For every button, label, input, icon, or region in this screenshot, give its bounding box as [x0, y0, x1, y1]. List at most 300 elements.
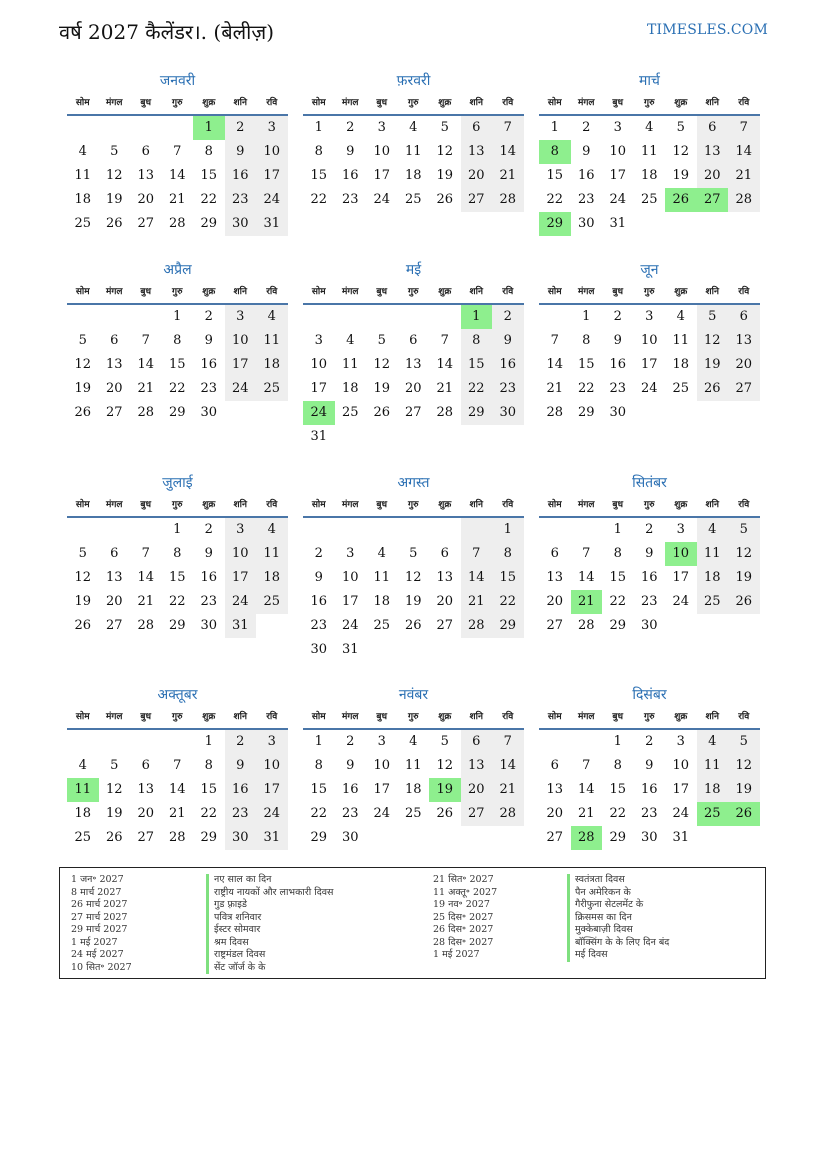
day-cell: 16 [310, 594, 328, 609]
weekday-label: सोम [311, 500, 326, 510]
day-cell: 3 [676, 734, 685, 749]
weekday-label: रवि [502, 287, 514, 297]
weekday-label: बुध [376, 287, 388, 297]
day-cell: 13 [105, 357, 123, 372]
day-cell: 9 [204, 333, 213, 348]
day-cell: 19 [74, 381, 92, 396]
empty-day-cell [225, 401, 257, 425]
weekday-label: सोम [75, 500, 90, 510]
empty-day-cell [429, 305, 461, 329]
day-cell: 12 [672, 144, 690, 159]
month-calendar [303, 70, 524, 212]
day-cell: 22 [200, 192, 218, 207]
day-cell: 2 [645, 734, 654, 749]
weekday-label: सोम [75, 712, 90, 722]
day-grid [539, 305, 760, 425]
day-cell: 4 [645, 120, 654, 135]
day-cell: 10 [672, 758, 690, 773]
day-cell: 23 [225, 188, 257, 212]
holiday-name: राष्ट्रीय नायकों और लाभकारी दिवस [206, 887, 333, 900]
day-grid [303, 518, 524, 662]
day-cell: 28 [492, 802, 524, 826]
empty-day-cell [398, 425, 430, 449]
empty-day-cell [67, 116, 99, 140]
day-cell: 18 [404, 168, 422, 183]
day-cell: 21 [461, 590, 493, 614]
empty-day-cell [461, 518, 493, 542]
day-cell: 5 [78, 546, 87, 561]
weekday-label: सोम [547, 98, 562, 108]
weekday-label: बुध [140, 287, 152, 297]
month-calendar [67, 70, 288, 236]
day-cell: 28 [168, 216, 186, 231]
day-cell: 22 [577, 381, 595, 396]
day-cell: 27 [461, 802, 493, 826]
empty-day-cell [366, 518, 398, 542]
day-cell: 13 [546, 570, 564, 585]
day-cell: 20 [137, 806, 155, 821]
empty-day-cell [398, 638, 430, 662]
weekday-header [67, 494, 288, 518]
day-cell: 2 [645, 522, 654, 537]
day-cell: 15 [609, 782, 627, 797]
day-cell: 7 [461, 542, 493, 566]
weekday-label: गुरु [172, 98, 183, 108]
weekday-label: रवि [266, 712, 278, 722]
empty-day-cell [335, 425, 367, 449]
empty-day-cell [256, 614, 288, 638]
day-cell: 13 [404, 357, 422, 372]
weekday-label: मंगल [105, 712, 123, 722]
day-cell: 16 [341, 782, 359, 797]
day-cell: 12 [74, 357, 92, 372]
weekday-label: सोम [547, 712, 562, 722]
day-cell: 17 [341, 594, 359, 609]
day-cell: 14 [168, 782, 186, 797]
day-cell: 8 [314, 144, 323, 159]
holiday-names-col-1 [206, 874, 333, 974]
day-grid [67, 305, 288, 425]
holiday-name: मई दिवस [567, 949, 669, 962]
weekday-label: बुध [140, 712, 152, 722]
day-cell: 8 [613, 546, 622, 561]
day-cell: 16 [640, 570, 658, 585]
day-cell: 27 [404, 405, 422, 420]
day-cell: 29 [200, 216, 218, 231]
day-cell: 23 [341, 192, 359, 207]
weekday-header [303, 494, 524, 518]
day-cell: 26 [436, 192, 454, 207]
day-cell: 30 [225, 212, 257, 236]
day-cell: 28 [137, 618, 155, 633]
empty-day-cell [67, 730, 99, 754]
day-cell: 2 [225, 730, 257, 754]
month-name: अगस्त [397, 475, 430, 491]
holiday-name: मुक्केबाज़ी दिवस [567, 924, 669, 937]
day-cell: 7 [582, 758, 591, 773]
holiday-name: पवित्र शनिवार [206, 912, 333, 925]
day-cell: 19 [728, 566, 760, 590]
weekday-label: सोम [311, 98, 326, 108]
day-cell: 22 [609, 594, 627, 609]
day-cell: 30 [200, 405, 218, 420]
month-calendar [303, 472, 524, 662]
day-cell: 2 [346, 734, 355, 749]
weekday-label: सोम [311, 287, 326, 297]
day-cell: 17 [256, 164, 288, 188]
day-cell: 5 [440, 734, 449, 749]
holiday-name: नए साल का दिन [206, 874, 333, 887]
day-cell: 6 [461, 730, 493, 754]
day-cell: 30 [341, 830, 359, 845]
empty-day-cell [539, 730, 571, 754]
empty-day-cell [429, 518, 461, 542]
day-cell: 29 [168, 405, 186, 420]
empty-day-cell [697, 212, 729, 236]
day-grid [539, 730, 760, 850]
day-cell: 3 [256, 730, 288, 754]
day-cell: 12 [697, 329, 729, 353]
weekday-label: शुक्र [674, 500, 688, 510]
weekday-label: गुरु [408, 500, 419, 510]
day-cell: 4 [256, 305, 288, 329]
day-cell: 18 [256, 353, 288, 377]
holiday-name: क्रिसमस का दिन [567, 912, 669, 925]
day-cell: 5 [110, 758, 119, 773]
weekday-label: बुध [612, 712, 624, 722]
day-cell: 18 [256, 566, 288, 590]
empty-day-cell [366, 826, 398, 850]
day-cell: 25 [404, 806, 422, 821]
weekday-label: गुरु [172, 712, 183, 722]
day-cell: 2 [613, 309, 622, 324]
day-cell: 8 [173, 333, 182, 348]
day-cell: 7 [141, 546, 150, 561]
weekday-header [539, 281, 760, 305]
empty-day-cell [398, 518, 430, 542]
holiday-date: 26 मार्च 2027 [71, 899, 128, 910]
empty-day-cell [461, 425, 493, 449]
weekday-header [67, 92, 288, 116]
day-cell: 20 [546, 806, 564, 821]
day-cell: 12 [373, 357, 391, 372]
day-cell: 3 [645, 309, 654, 324]
weekday-label: बुध [140, 98, 152, 108]
month-name: जून [640, 262, 659, 278]
day-cell: 2 [492, 305, 524, 329]
day-cell: 19 [429, 778, 461, 802]
month-name: सितंबर [632, 475, 667, 491]
day-cell: 23 [640, 806, 658, 821]
weekday-label: रवि [502, 98, 514, 108]
day-cell: 31 [310, 429, 328, 444]
weekday-label: शनि [469, 500, 483, 510]
weekday-label: शनि [705, 500, 719, 510]
day-cell: 11 [74, 168, 92, 183]
day-cell: 8 [582, 333, 591, 348]
weekday-header [539, 494, 760, 518]
empty-day-cell [366, 638, 398, 662]
day-cell: 18 [640, 168, 658, 183]
weekday-label: रवि [738, 500, 750, 510]
day-cell: 8 [314, 758, 323, 773]
empty-day-cell [130, 730, 162, 754]
day-cell: 26 [74, 405, 92, 420]
day-cell: 25 [256, 590, 288, 614]
holiday-dates-col-1 [71, 874, 132, 974]
day-cell: 7 [492, 730, 524, 754]
weekday-label: मंगल [341, 98, 359, 108]
weekday-label: बुध [376, 712, 388, 722]
day-cell: 14 [492, 140, 524, 164]
day-cell: 1 [582, 309, 591, 324]
day-cell: 4 [697, 730, 729, 754]
weekday-label: शनि [705, 287, 719, 297]
day-cell: 20 [404, 381, 422, 396]
day-cell: 11 [67, 778, 99, 802]
weekday-label: रवि [738, 98, 750, 108]
day-grid [67, 518, 288, 638]
empty-day-cell [697, 826, 729, 850]
day-cell: 25 [672, 381, 690, 396]
empty-day-cell [728, 401, 760, 425]
day-cell: 27 [697, 188, 729, 212]
holiday-dates-col-2 [433, 874, 497, 962]
empty-day-cell [665, 614, 697, 638]
day-cell: 10 [310, 357, 328, 372]
day-cell: 10 [341, 570, 359, 585]
day-cell: 21 [492, 164, 524, 188]
day-cell: 10 [256, 754, 288, 778]
day-cell: 13 [436, 570, 454, 585]
day-cell: 1 [193, 116, 225, 140]
day-cell: 12 [436, 144, 454, 159]
day-cell: 16 [492, 353, 524, 377]
day-cell: 24 [672, 594, 690, 609]
weekday-header [67, 281, 288, 305]
day-cell: 25 [697, 802, 729, 826]
month-calendar [67, 259, 288, 425]
holiday-date: 21 सित॰ 2027 [433, 874, 494, 885]
empty-day-cell [130, 305, 162, 329]
day-cell: 3 [314, 333, 323, 348]
weekday-label: सोम [75, 98, 90, 108]
day-cell: 13 [461, 140, 493, 164]
empty-day-cell [429, 638, 461, 662]
weekday-label: शनि [469, 287, 483, 297]
day-cell: 25 [341, 405, 359, 420]
day-cell: 13 [137, 168, 155, 183]
day-cell: 25 [697, 590, 729, 614]
day-cell: 24 [609, 192, 627, 207]
day-cell: 6 [550, 546, 559, 561]
day-cell: 1 [173, 309, 182, 324]
day-cell: 24 [256, 188, 288, 212]
day-cell: 17 [225, 353, 257, 377]
holiday-name: पैन अमेरिकन के [567, 887, 669, 900]
day-cell: 28 [436, 405, 454, 420]
day-cell: 11 [697, 754, 729, 778]
day-cell: 5 [377, 333, 386, 348]
weekday-label: सोम [311, 712, 326, 722]
day-grid [303, 116, 524, 212]
day-cell: 9 [582, 144, 591, 159]
day-cell: 20 [436, 594, 454, 609]
empty-day-cell [539, 518, 571, 542]
weekday-label: रवि [266, 500, 278, 510]
day-cell: 2 [204, 522, 213, 537]
day-cell: 14 [577, 570, 595, 585]
month-name: नवंबर [398, 687, 429, 703]
empty-day-cell [130, 116, 162, 140]
day-cell: 5 [676, 120, 685, 135]
day-cell: 22 [168, 381, 186, 396]
day-cell: 5 [78, 333, 87, 348]
day-cell: 8 [613, 758, 622, 773]
day-cell: 14 [546, 357, 564, 372]
day-cell: 15 [310, 782, 328, 797]
day-cell: 11 [404, 144, 422, 159]
empty-day-cell [366, 305, 398, 329]
day-cell: 16 [200, 357, 218, 372]
month-name: मई [405, 262, 422, 278]
day-cell: 17 [256, 778, 288, 802]
weekday-header [303, 92, 524, 116]
day-cell: 21 [137, 594, 155, 609]
day-cell: 10 [256, 140, 288, 164]
day-cell: 6 [550, 758, 559, 773]
day-cell: 12 [404, 570, 422, 585]
day-cell: 14 [436, 357, 454, 372]
weekday-label: मंगल [577, 98, 595, 108]
holiday-name: सेंट जॉर्ज के के [206, 962, 333, 975]
day-cell: 9 [346, 758, 355, 773]
day-cell: 4 [377, 546, 386, 561]
day-cell: 26 [697, 377, 729, 401]
day-cell: 3 [256, 116, 288, 140]
day-cell: 1 [550, 120, 559, 135]
empty-day-cell [366, 425, 398, 449]
day-cell: 30 [310, 642, 328, 657]
day-cell: 3 [613, 120, 622, 135]
month-name: अक्तूबर [157, 687, 198, 703]
page-title: वर्ष 2027 कैलेंडर।. (बेलीज़) [59, 20, 274, 44]
day-cell: 26 [373, 405, 391, 420]
month-calendar [67, 472, 288, 638]
day-grid [303, 305, 524, 449]
holiday-date: 11 अक्तू॰ 2027 [433, 886, 498, 898]
day-cell: 27 [105, 405, 123, 420]
day-cell: 24 [373, 806, 391, 821]
weekday-header [67, 706, 288, 730]
empty-day-cell [130, 518, 162, 542]
day-cell: 9 [204, 546, 213, 561]
day-cell: 26 [728, 590, 760, 614]
day-cell: 2 [582, 120, 591, 135]
day-cell: 28 [461, 614, 493, 638]
weekday-label: मंगल [341, 712, 359, 722]
weekday-label: शुक्र [202, 98, 216, 108]
holiday-date: 10 सित॰ 2027 [71, 961, 132, 973]
day-grid [539, 518, 760, 638]
holiday-date: 29 मार्च 2027 [71, 924, 128, 935]
day-cell: 21 [571, 590, 603, 614]
empty-day-cell [303, 518, 335, 542]
day-cell: 8 [204, 758, 213, 773]
weekday-label: गुरु [644, 500, 655, 510]
day-cell: 14 [137, 357, 155, 372]
day-cell: 21 [168, 806, 186, 821]
day-cell: 26 [74, 618, 92, 633]
day-cell: 21 [137, 381, 155, 396]
weekday-label: मंगल [105, 98, 123, 108]
day-cell: 16 [341, 168, 359, 183]
empty-day-cell [99, 305, 131, 329]
weekday-label: गुरु [408, 712, 419, 722]
day-cell: 23 [200, 594, 218, 609]
day-cell: 17 [672, 570, 690, 585]
day-cell: 19 [672, 168, 690, 183]
day-cell: 17 [310, 381, 328, 396]
day-cell: 31 [672, 830, 690, 845]
weekday-label: शनि [233, 500, 247, 510]
weekday-label: बुध [376, 500, 388, 510]
site-link[interactable]: TIMESLES.COM [647, 22, 768, 38]
empty-day-cell [492, 638, 524, 662]
weekday-label: गुरु [408, 287, 419, 297]
day-grid [67, 730, 288, 850]
day-cell: 16 [577, 168, 595, 183]
holiday-name: श्रम दिवस [206, 937, 333, 950]
day-cell: 25 [256, 377, 288, 401]
day-cell: 29 [310, 830, 328, 845]
day-cell: 13 [105, 570, 123, 585]
day-cell: 6 [141, 144, 150, 159]
day-cell: 2 [204, 309, 213, 324]
weekday-label: शुक्र [674, 712, 688, 722]
day-cell: 19 [74, 594, 92, 609]
day-cell: 31 [256, 826, 288, 850]
empty-day-cell [256, 401, 288, 425]
day-cell: 1 [314, 120, 323, 135]
day-cell: 28 [492, 188, 524, 212]
empty-day-cell [99, 730, 131, 754]
weekday-label: सोम [75, 287, 90, 297]
day-cell: 15 [168, 570, 186, 585]
day-cell: 12 [436, 758, 454, 773]
day-cell: 15 [577, 357, 595, 372]
weekday-label: बुध [612, 500, 624, 510]
weekday-label: रवि [502, 712, 514, 722]
weekday-label: मंगल [341, 500, 359, 510]
day-cell: 30 [577, 216, 595, 231]
month-calendar [539, 684, 760, 850]
holiday-date: 8 मार्च 2027 [71, 886, 122, 898]
day-cell: 23 [609, 381, 627, 396]
day-cell: 23 [492, 377, 524, 401]
weekday-label: शनि [705, 712, 719, 722]
day-cell: 2 [225, 116, 257, 140]
day-cell: 3 [377, 734, 386, 749]
holiday-date: 1 मई 2027 [433, 949, 480, 960]
day-cell: 5 [728, 730, 760, 754]
day-cell: 24 [225, 590, 257, 614]
weekday-label: शुक्र [202, 287, 216, 297]
day-cell: 29 [168, 618, 186, 633]
day-cell: 8 [204, 144, 213, 159]
day-cell: 20 [105, 381, 123, 396]
weekday-label: शनि [469, 712, 483, 722]
